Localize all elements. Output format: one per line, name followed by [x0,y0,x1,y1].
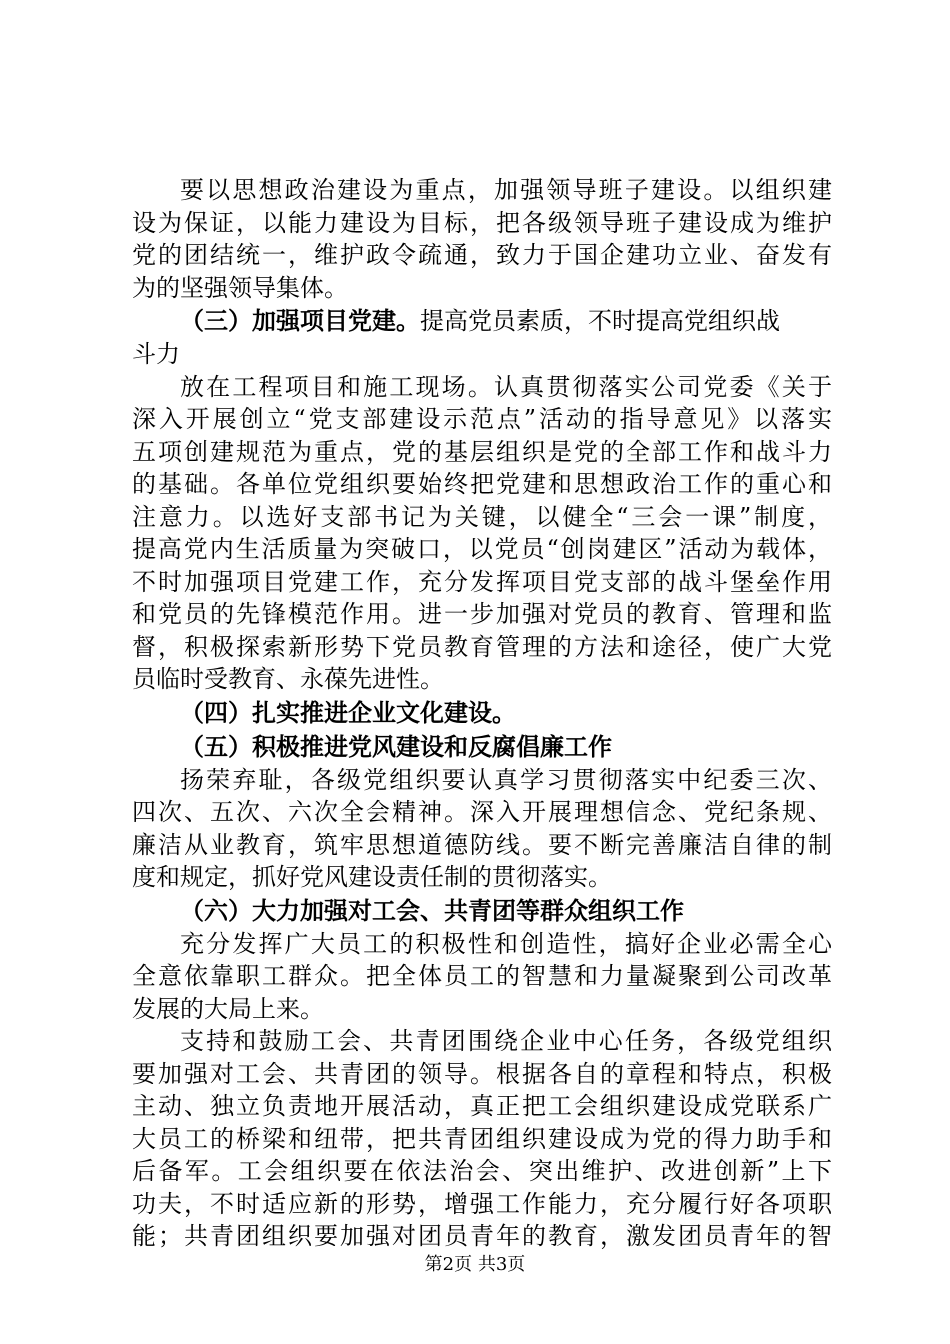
paragraph-line: 员临时受教育、永葆先进性。 [132,665,444,693]
paragraph-line: 支持和鼓励工会、共青团围绕企业中心任务，各级党组织 [180,1027,832,1055]
paragraph-line: 注意力。以选好支部书记为关键，以健全“三会一课”制度， [132,502,832,531]
paragraph-line: 放在工程项目和施工现场。认真贯彻落实公司党委《关于 [180,372,832,401]
paragraph-line: 不时加强项目党建工作，充分发挥项目党支部的战斗堡垒作用 [132,567,832,596]
page-footer: 第2页 共3页 [424,1254,526,1275]
paragraph-line: 后备军。工会组织要在依法治会、突出维护、改进创新”上下 [132,1157,832,1185]
paragraph-line: 为的坚强领导集体。 [132,273,348,302]
paragraph-line: 深入开展创立“党支部建设示范点”活动的指导意见》以落实 [132,405,832,433]
paragraph-line: 的基础。各单位党组织要始终把党建和思想政治工作的重心和 [132,470,832,498]
paragraph-line: 要加强对工会、共青团的领导。根据各自的章程和特点，积极 [132,1059,832,1088]
section-heading-3 [132,304,832,338]
section-heading-4: （四）扎实推进企业文化建设。 [180,698,516,727]
paragraph-line: 充分发挥广大员工的积极性和创造性，搞好企业必需全心 [180,929,832,958]
paragraph-line: 和党员的先锋模范作用。进一步加强对党员的教育、管理和监 [132,600,832,628]
paragraph-line: 四次、五次、六次全会精神。深入开展理想信念、党纪条规、 [132,798,832,826]
paragraph-line: 督，积极探索新形势下党员教育管理的方法和途径，使广大党 [132,632,832,661]
section-heading-6: （六）大力加强对工会、共青团等群众组织工作 [180,896,684,925]
paragraph-line: 五项创建规范为重点，党的基层组织是党的全部工作和战斗力 [132,437,832,466]
paragraph-line: 能；共青团组织要加强对团员青年的教育，激发团员青年的智 [132,1222,832,1250]
paragraph-line: 全意依靠职工群众。把全体员工的智慧和力量凝聚到公司改革 [132,962,832,990]
paragraph-line: 廉洁从业教育，筑牢思想道德防线。要不断完善廉洁自律的制 [132,830,832,859]
paragraph-line: 大员工的桥梁和纽带，把共青团组织建设成为党的得力助手和 [132,1124,832,1153]
paragraph-line: 要以思想政治建设为重点，加强领导班子建设。以组织建 [180,176,832,204]
heading-3-text: 提高党员素质，不时提高党组织战 [420,307,780,335]
paragraph-line: 党的团结统一，维护政令疏通，致力于国企建功立业、奋发有 [132,241,832,269]
paragraph-line: 发展的大局上来。 [132,994,324,1023]
paragraph-line: 扬荣弃耻，各级党组织要认真学习贯彻落实中纪委三次、 [180,765,832,794]
paragraph-line: 功夫，不时适应新的形势，增强工作能力，充分履行好各项职 [132,1189,832,1218]
paragraph-line: 提高党内生活质量为突破口，以党员“创岗建区”活动为载体， [132,535,832,563]
paragraph-line: 设为保证，以能力建设为目标，把各级领导班子建设成为维护 [132,208,832,237]
paragraph-line: 度和规定，抓好党风建设责任制的贯彻落实。 [132,863,612,891]
section-heading-5: （五）积极推进党风建设和反腐倡廉工作 [180,732,612,761]
heading-3-title: （三）加强项目党建。 [180,307,420,335]
document-body [132,174,832,1253]
paragraph-line: 主动、独立负责地开展活动，真正把工会组织建设成党联系广 [132,1092,832,1120]
paragraph-line: 斗力 [132,340,180,368]
